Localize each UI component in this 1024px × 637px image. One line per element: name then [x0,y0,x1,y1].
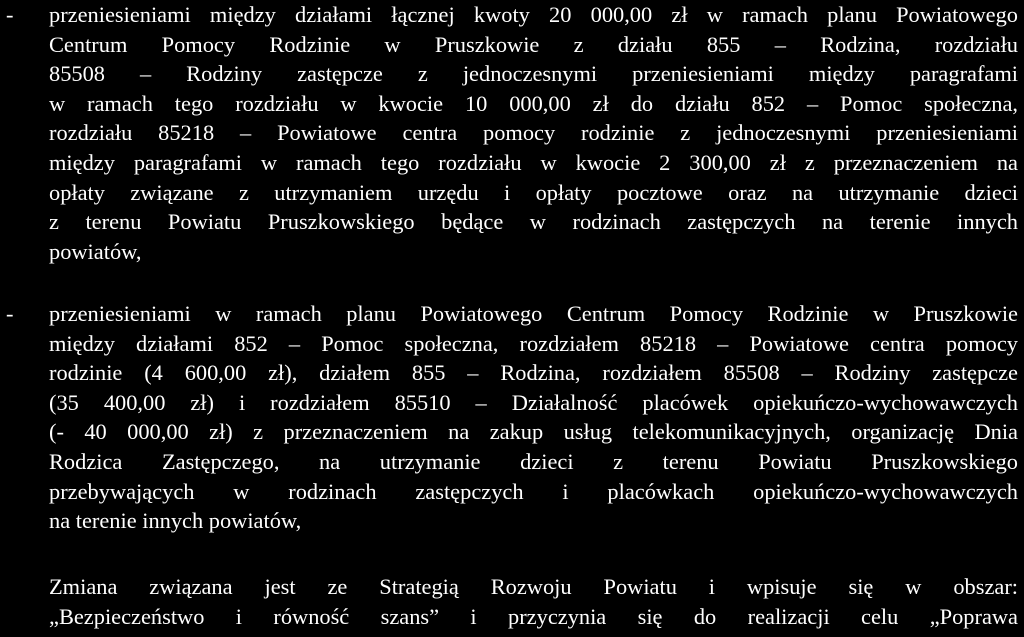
text-line: (- 40 000,00 zł) z przeznaczeniem na zakup usług telekomunikacyjnych, organizację Dnia [49,419,1018,445]
closing-paragraph [49,572,1018,631]
text-line: (35 400,00 zł) i rozdziałem 85510 – Działalność placówek opiekuńczo-wychowawczych [49,389,1018,415]
text-line: 85508 – Rodziny zastępcze z jednoczesnymi przeniesieniami między paragrafami [49,61,1018,87]
text-line: „Bezpieczeństwo i równość szans” i przyczynia się do realizacji celu „Poprawa [49,603,1018,629]
text-line: przeniesieniami między działami łącznej kwoty 20 000,00 zł w ramach planu Powiatowego [49,2,1018,27]
list-item-1-text [49,0,1018,266]
text-line: z terenu Powiatu Pruszkowskiego będące w rodzinach zastępczych na terenie innych [49,209,1018,235]
text-line: przebywających w rodzinach zastępczych i placówkach opiekuńczo-wychowawczych [49,478,1018,504]
text-line: Rodzica Zastępczego, na utrzymanie dzieci z terenu Powiatu Pruszkowskiego [49,448,1018,474]
text-line: powiatów, [49,238,142,264]
text-line: przeniesieniami w ramach planu Powiatowego Centrum Pomocy Rodzinie w Pruszkowie [49,301,1018,326]
text-line: Centrum Pomocy Rodzinie w Pruszkowie z działu 855 – Rodzina, rozdziału [49,31,1018,57]
text-line: Zmiana związana jest ze Strategią Rozwoju Powiatu i wpisuje się w obszar: [49,574,1018,599]
text-line: rodzinie (4 600,00 zł), działem 855 – Rodzina, rozdziałem 85508 – Rodziny zastępcze [49,360,1018,386]
list-item-2-text [49,299,1018,536]
text-line: rozdziału 85218 – Powiatowe centra pomocy rodzinie z jednoczesnymi przeniesieniami [49,120,1018,146]
text-line: opłaty związane z utrzymaniem urzędu i opłaty pocztowe oraz na utrzymanie dzieci [49,179,1018,205]
text-line: w ramach tego rozdziału w kwocie 10 000,00 zł do działu 852 – Pomoc społeczna, [49,90,1018,116]
text-line: na terenie innych powiatów, [49,508,302,534]
text-line: między działami 852 – Pomoc społeczna, rozdziałem 85218 – Powiatowe centra pomocy [49,330,1018,356]
text-line: między paragrafami w ramach tego rozdziału w kwocie 2 300,00 zł z przeznaczeniem na [49,149,1018,175]
bullet-dash: - [6,301,14,326]
bullet-dash: - [6,2,14,27]
